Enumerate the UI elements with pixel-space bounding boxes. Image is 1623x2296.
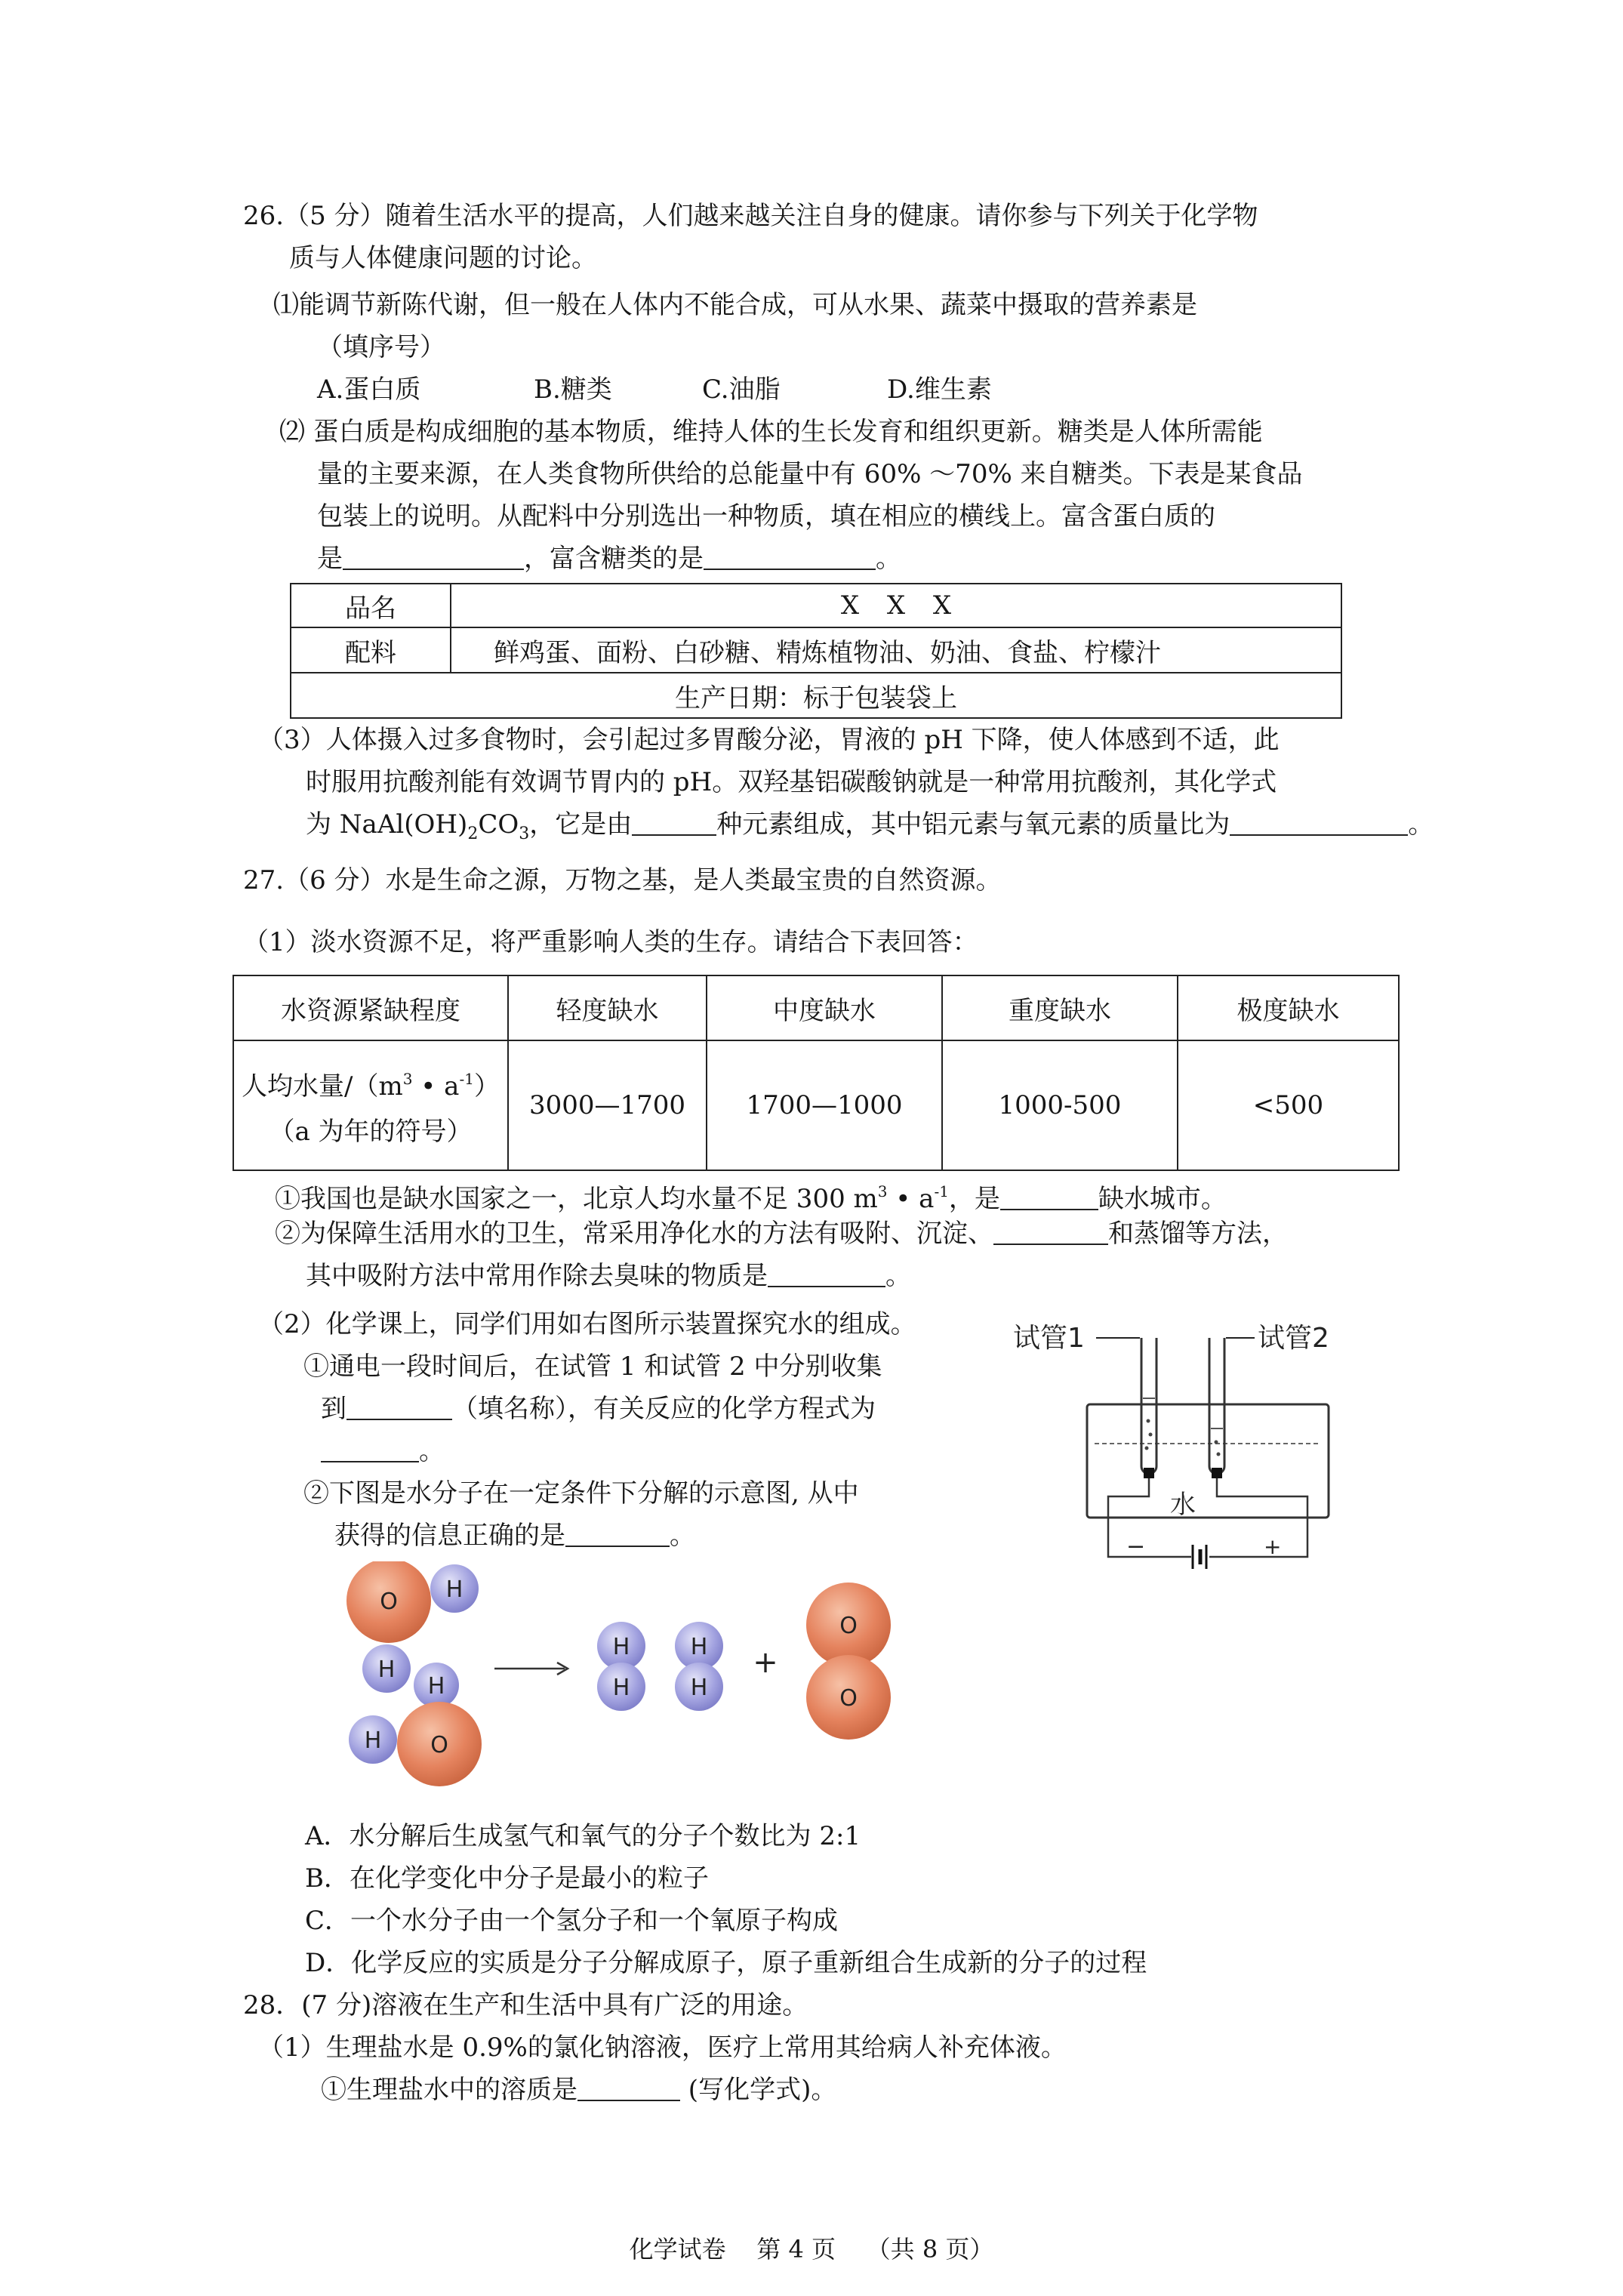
atom-label-h: H (690, 1634, 708, 1660)
atom-label-o: O (839, 1613, 858, 1639)
value-extreme: <500 (1178, 1040, 1399, 1170)
water-scarcity-table (233, 975, 1400, 1171)
header-mild: 轻度缺水 (508, 975, 707, 1040)
q27-part2-sub2-line-2 (334, 1519, 695, 1552)
superscript-minus-1: -1 (934, 1182, 949, 1200)
q26-part1-line-2: （填序号） (317, 332, 445, 362)
header-moderate: 中度缺水 (707, 975, 942, 1040)
q26-option-c: C.油脂 (702, 374, 781, 405)
q26-part3-line-2: 时服用抗酸剂能有效调节胃内的 pH。双羟基铝碳酸钠就是一种常用抗酸剂，其化学式 (306, 767, 1277, 797)
superscript-3: 3 (877, 1182, 888, 1200)
correct-info-blank[interactable] (565, 1520, 670, 1547)
header-scarcity-level: 水资源紧缺程度 (233, 975, 508, 1040)
q27-part2-sub1-line-3 (321, 1435, 445, 1468)
q27-sub2-text-a: ②为保障生活用水的卫生，常采用净化水的方法有吸附、沉淀、 (275, 1219, 993, 1249)
value-severe: 1000-500 (942, 1040, 1178, 1170)
test-tube-1 (1141, 1338, 1156, 1474)
deodorizer-blank[interactable] (768, 1260, 885, 1287)
atom-label-o: O (380, 1589, 398, 1615)
page-footer: 化学试卷 第 4 页 （共 8 页） (629, 2235, 994, 2264)
ingredients-label: 配料 (291, 627, 451, 673)
q27-sub2-text-d: 。 (885, 1261, 911, 1291)
positive-terminal-label: + (1264, 1534, 1282, 1559)
q26-line-1: 26.（5 分）随着生活水平的提高，人们越来越关注自身的健康。请你参与下列关于化学物 (243, 201, 1258, 231)
q27-part2-sub1-text-c: 。 (419, 1436, 445, 1466)
atom-label-h: H (612, 1634, 630, 1660)
electrode-1 (1144, 1468, 1154, 1478)
atom-label-h: H (377, 1657, 396, 1683)
q26-part3-line-3 (306, 808, 1434, 851)
negative-terminal-label: − (1126, 1533, 1146, 1560)
q27-sub2-line-2 (306, 1259, 911, 1293)
q26-part2-line-2: 量的主要来源，在人类食物所供给的总能量中有 60% ～70% 来自糖类。下表是某食品 (317, 459, 1303, 489)
mass-ratio-blank[interactable] (1230, 809, 1408, 836)
q26-part3-text-b: 种元素组成，其中铝元素与氧元素的质量比为 (716, 809, 1230, 840)
per-capita-water-label: 人均水量$/(m^3$ • $a^{-1}$） （a 为年的符号） (233, 1040, 508, 1170)
q28-part1: （1）生理盐水是 0.9%的氯化钠溶液，医疗上常用其给病人补充体液。 (258, 2032, 1067, 2063)
q27-part2-sub2-text-b: 。 (670, 1521, 695, 1551)
production-date: 生产日期：标于包装袋上 (291, 673, 1341, 718)
q26-option-d: D.维生素 (887, 374, 992, 405)
q27-sub1-text-d: 缺水城市。 (1098, 1184, 1227, 1214)
q27-part2-sub1-line-2 (321, 1392, 876, 1425)
q27-option-a: A．水分解后生成氢气和氧气的分子个数比为 2:1 (305, 1821, 861, 1851)
sugar-answer-blank[interactable] (704, 543, 876, 570)
atom-label-h: H (690, 1675, 708, 1701)
tube-2-label: 试管2 (1258, 1323, 1329, 1354)
q26-part2-prefix: 是 (317, 544, 343, 574)
water-tank (1087, 1404, 1329, 1518)
q28-sub1-line (321, 2073, 836, 2106)
q26-part2-line-1: ⑵ 蛋白质是构成细胞的基本物质，维持人体的生长发育和组织更新。糖类是人体所需能 (279, 417, 1263, 447)
q26-part2-middle: ，富含糖类的是 (524, 544, 704, 574)
q27-part2-sub2-text-a: 获得的信息正确的是 (334, 1521, 565, 1551)
q27-option-b: B．在化学变化中分子是最小的粒子 (305, 1863, 709, 1894)
q27-sub2-line-1 (275, 1217, 1288, 1250)
tube-1-label: 试管1 (1013, 1323, 1085, 1354)
atom-label-o: O (430, 1732, 448, 1758)
protein-answer-blank[interactable] (343, 543, 524, 570)
formula-part-2: CO (478, 809, 519, 840)
product-name-label: 品名 (291, 584, 451, 627)
atom-label-o: O (839, 1685, 858, 1712)
solute-formula-blank[interactable] (577, 2074, 680, 2101)
q26-part3-text-a: ，它是由 (529, 809, 633, 840)
value-moderate: 1700—1000 (707, 1040, 942, 1170)
q26-line-2: 质与人体健康问题的讨论。 (289, 243, 597, 273)
q26-part2-line-3: 包装上的说明。从配料中分别选出一种物质，填在相应的横线上。富含蛋白质的 (317, 501, 1215, 532)
q26-part1-line-1: ⑴能调节新陈代谢，但一般在人体内不能合成，可从水果、蔬菜中摄取的营养素是 (273, 290, 1197, 320)
q26-part2-line-4 (317, 542, 901, 575)
q26-part3-line-1: （3）人体摄入过多食物时，会引起过多胃酸分泌，胃液的 pH 下降，使人体感到不适，此 (258, 725, 1280, 755)
formula-subscript-2: 3 (519, 824, 530, 843)
purification-method-blank[interactable] (993, 1218, 1108, 1245)
q27-line-1: 27.（6 分）水是生命之源，万物之基，是人类最宝贵的自然资源。 (243, 865, 1002, 895)
q28-sub1-text-a: ①生理盐水中的溶质是 (321, 2075, 577, 2105)
q27-part2-sub1-text-b: （填名称），有关反应的化学方程式为 (452, 1394, 876, 1424)
q26-option-b: B.糖类 (534, 374, 612, 405)
q26-option-a: A.蛋白质 (317, 374, 421, 405)
chemical-equation-blank[interactable] (321, 1435, 419, 1462)
q27-sub2-text-b: 和蒸馏等方法， (1108, 1219, 1288, 1249)
value-mild: 3000—1700 (508, 1040, 707, 1170)
water-label: 水 (1170, 1490, 1196, 1520)
q27-sub1-text-b: • a (887, 1184, 935, 1214)
water-decomposition-diagram (332, 1561, 906, 1788)
formula-subscript-1: 2 (467, 824, 479, 843)
header-severe: 重度缺水 (942, 975, 1178, 1040)
q27-part2-sub2-line-1: ②下图是水分子在一定条件下分解的示意图, 从中 (303, 1478, 859, 1509)
element-count-blank[interactable] (632, 809, 716, 836)
electrode-2 (1212, 1468, 1222, 1478)
q26-part2-end: 。 (876, 544, 901, 574)
q28-sub1-text-b: (写化学式)。 (680, 2075, 837, 2105)
gas-names-blank[interactable] (346, 1393, 452, 1420)
q27-sub1-text-c: ，是 (948, 1184, 1000, 1214)
q27-option-c: C．一个水分子由一个氢分子和一个氧原子构成 (305, 1906, 839, 1936)
electrolysis-apparatus-diagram (1012, 1308, 1381, 1587)
q27-option-d: D．化学反应的实质是分子分解成原子，原子重新组合生成新的分子的过程 (305, 1948, 1147, 1978)
q27-part2-sub1-text-a: 到 (321, 1394, 346, 1424)
q27-sub2-text-c: 其中吸附方法中常用作除去臭味的物质是 (306, 1261, 768, 1291)
q26-part3-text-c: 。 (1408, 809, 1434, 840)
q27-part2-sub1-line-1: ①通电一段时间后，在试管 1 和试管 2 中分别收集 (303, 1351, 882, 1382)
product-name-value: X X X (451, 584, 1341, 627)
q27-sub1-line (275, 1175, 1227, 1216)
q27-part1: （1）淡水资源不足，将严重影响人类的生存。请结合下表回答： (243, 927, 978, 957)
food-label-table (290, 583, 1342, 719)
atom-label-h: H (427, 1673, 445, 1700)
q27-part2: （2）化学课上，同学们用如右图所示装置探究水的组成。 (258, 1309, 916, 1339)
header-extreme: 极度缺水 (1178, 975, 1399, 1040)
atom-label-h: H (364, 1727, 382, 1754)
atom-label-h: H (612, 1675, 630, 1701)
formula-part-1: 为 NaAl(OH) (306, 809, 468, 840)
q28-line-1: 28．(7 分)溶液在生产和生活中具有广泛的用途。 (243, 1990, 808, 2020)
scarcity-level-blank[interactable] (1000, 1183, 1098, 1210)
atom-label-h: H (445, 1576, 463, 1603)
ingredients-value: 鲜鸡蛋、面粉、白砂糖、精炼植物油、奶油、食盐、柠檬汁 (451, 627, 1341, 673)
plus-sign: + (753, 1645, 778, 1680)
q27-sub1-text-a: ①我国也是缺水国家之一，北京人均水量不足 300 m (275, 1184, 878, 1214)
